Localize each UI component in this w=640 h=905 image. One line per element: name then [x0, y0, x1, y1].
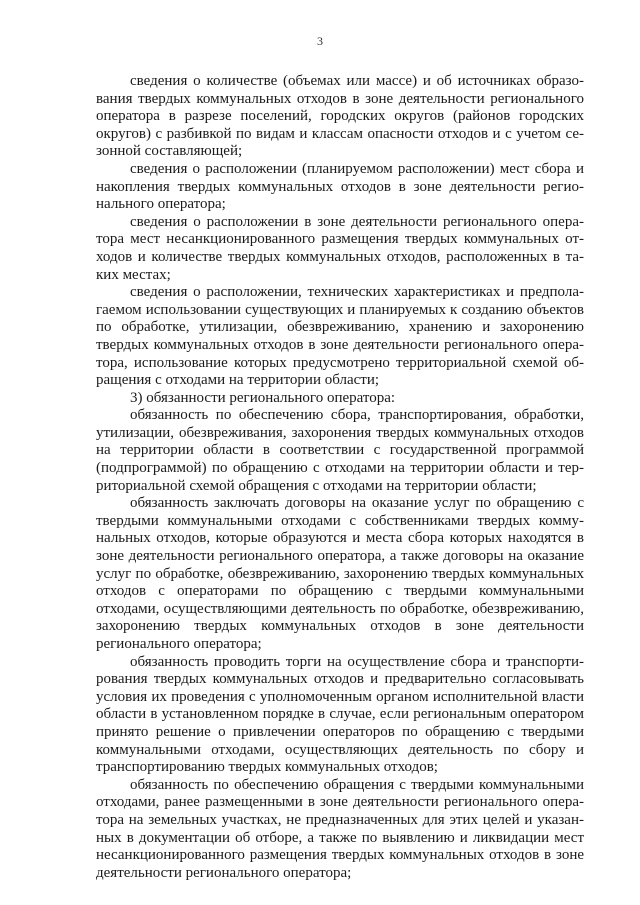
section-heading-operator-duties: 3) обязанности регионального оператора:: [130, 389, 396, 406]
page-number: 3: [317, 34, 323, 48]
paragraph-duty-legacy-waste: обязанность по обеспечению обращения с твердыми коммунальными отходами, ранее размещенными в зоне деятельности регионального оператора на земельных участках, не предназначенных для этих целей и указанных в документации об отборе, а также по выявлению и ликвидации мест несанкционированного размещения твердых коммунальных отходов в зоне деятельности регионального оператора;: [96, 776, 584, 881]
paragraph-unauthorized-sites-info: сведения о расположении в зоне деятельности регионального оператора мест несанкционированного размещения твердых коммунальных отходов и количестве твердых коммунальных отходов, расположенных в таких местах;: [96, 213, 584, 283]
paragraph-duty-contracts: обязанность заключать договоры на оказание услуг по обращению с твердыми коммунальными отходами с собственниками твердых коммунальных отходов, которые образуются и места сбора которых находятся в зоне деятельности регионального оператора, а также договоры на оказание услуг по обработке, обезвреживанию, захоронению твердых коммунальных отходов с операторами по обращению с твердыми коммунальными отходами, осуществляющими деятельность по обработке, обезвреживанию, захоронению твердых коммунальных отходов в зоне деятельности регионального оператора;: [96, 495, 584, 652]
paragraph-collection-sites-info: сведения о расположении (планируемом расположении) мест сбора и накопления твердых коммунальных отходов в зоне деятельности регионального оператора;: [96, 160, 584, 213]
paragraph-waste-volume-info: сведения о количестве (объемах или массе) и об источниках образования твердых коммунальных отходов в зоне деятельности регионального оператора в разрезе поселений, городских округов (районов городских округов) с разбивкой по видам и классам опасности отходов и с учетом сезонной составляющей;: [96, 73, 584, 160]
paragraph-duty-tenders: обязанность проводить торги на осуществление сбора и транспортирования твердых коммунальных отходов и предварительно согласовывать условия их проведения с уполномоченным органом исполнительной власти области в установленном порядке в случае, если региональным оператором принято решение о привлечении операторов по обращению с твердыми коммунальными отходами, осуществляющих деятельность по сбору и транспортированию твердых коммунальных отходов;: [96, 653, 584, 776]
paragraph-facilities-info: сведения о расположении, технических характеристиках и предполагаемом использовании существующих и планируемых к созданию объектов по обработке, утилизации, обезвреживанию, хранению и захоронению твердых коммунальных отходов в зоне деятельности регионального оператора, использование которых предусмотрено территориальной схемой обращения с отходами на территории области;: [96, 284, 584, 389]
document-body: [96, 73, 584, 882]
paragraph-duty-collection-transport: обязанность по обеспечению сбора, транспортирования, обработки, утилизации, обезвреживания, захоронения твердых коммунальных отходов на территории области в соответствии с государственной программой (подпрограммой) по обращению с отходами на территории области и территориальной схемой обращения с отходами на территории области;: [96, 407, 584, 494]
